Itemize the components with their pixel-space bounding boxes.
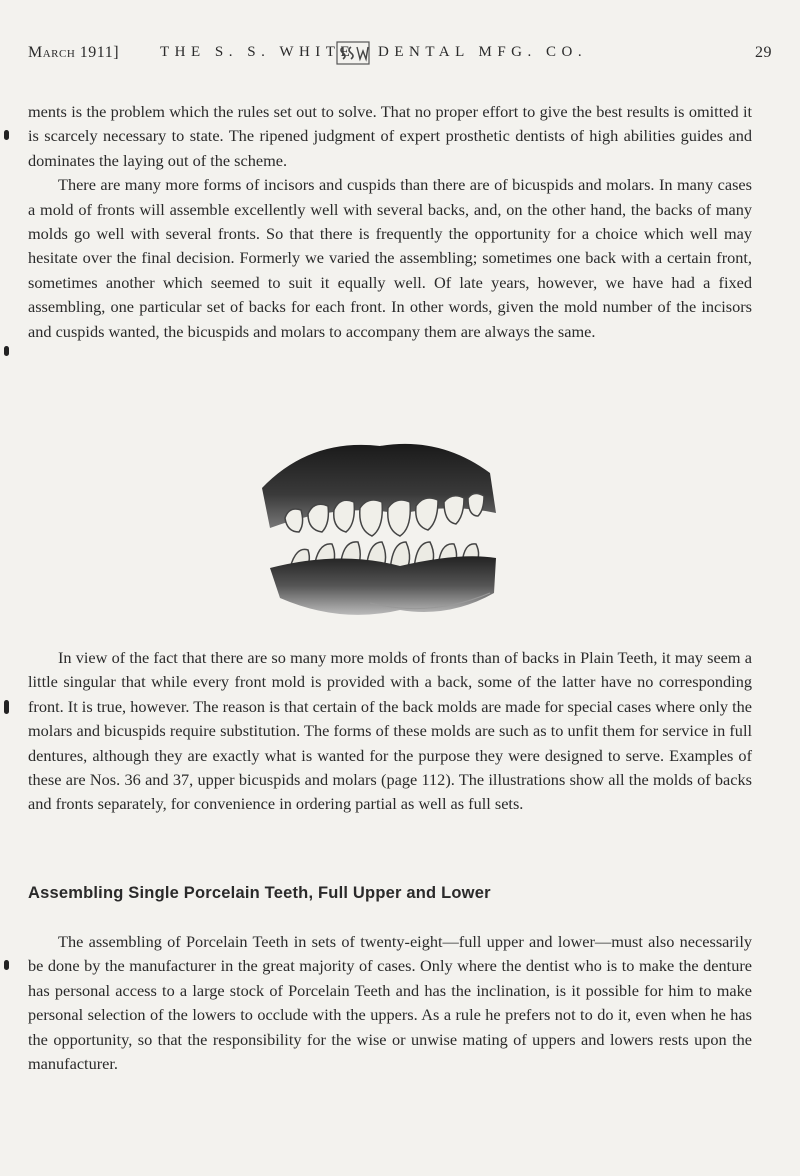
header-date: March 1911] bbox=[28, 44, 120, 61]
binding-mark bbox=[4, 700, 9, 714]
binding-mark bbox=[4, 960, 9, 970]
header-company-left: THE S. S. WHITE bbox=[160, 44, 356, 60]
paragraph-1: ments is the problem which the rules set out to solve. That no proper effort to give the best results is omitted it is scarcely necessary to state. The ripened judgment of expert prosthetic dentists of high abilities guides and dominates the laying out of the scheme. bbox=[28, 102, 752, 170]
text-block-middle bbox=[28, 646, 752, 817]
text-block-bottom bbox=[28, 930, 752, 1076]
ssw-monogram-icon bbox=[335, 40, 371, 66]
header-company-right: DENTAL MFG. CO. bbox=[378, 44, 588, 60]
running-header bbox=[28, 40, 800, 70]
paragraph-2: There are many more forms of incisors and cuspids than there are of bicuspids and molars. In many cases a mold of fronts will assemble excellently well with several backs, and, on the other hand, the backs of many molds go well with several fronts. So that there is frequently the opportunity for a choice which well may hesitate over the final decision. Formerly we varied the assembling; sometimes one back with a certain front, sometimes another which seemed to suit it equally well. Of late years, however, we have had a fixed assembling, one particular set of backs for each front. In other words, given the mold number of the incisors and cuspids wanted, the bicuspids and molars to accompany them are always the same. bbox=[28, 175, 752, 341]
text-block-top bbox=[28, 100, 752, 344]
paragraph-4: The assembling of Porcelain Teeth in sets of twenty-eight—full upper and lower—must also necessarily be done by the manufacturer in the great majority of cases. Only where the dentist who is to make the denture has personal access to a large stock of Porcelain Teeth and has the inclination, is it possible for him to make personal selection of the lowers to occlude with the uppers. As a rule he prefers not to do it, even when he has the opportunity, so that the responsibility for the wise or unwise mating of uppers and lowers rests upon the manufacturer. bbox=[28, 932, 752, 1074]
paragraph-3: In view of the fact that there are so many more molds of fronts than of backs in Plain Teeth, it may seem a little singular that while every front mold is provided with a back, some of the latter have no corresponding front. It is true, however. The reason is that certain of the back molds are made for special cases where only the molars and bicuspids require substitution. The forms of these molds are such as to unfit them for service in full dentures, although they are exactly what is wanted for the purpose they were designed to serve. Examples of these are Nos. 36 and 37, upper bicuspids and molars (page 112). The illustrations show all the molds of backs and fronts separately, for convenience in ordering partial as well as full sets. bbox=[28, 648, 752, 814]
page-number: 29 bbox=[755, 44, 772, 61]
section-heading: Assembling Single Porcelain Teeth, Full Upper and Lower bbox=[28, 884, 491, 902]
denture-set-illustration-icon bbox=[250, 418, 504, 628]
binding-mark bbox=[4, 130, 9, 140]
binding-mark bbox=[4, 346, 9, 356]
